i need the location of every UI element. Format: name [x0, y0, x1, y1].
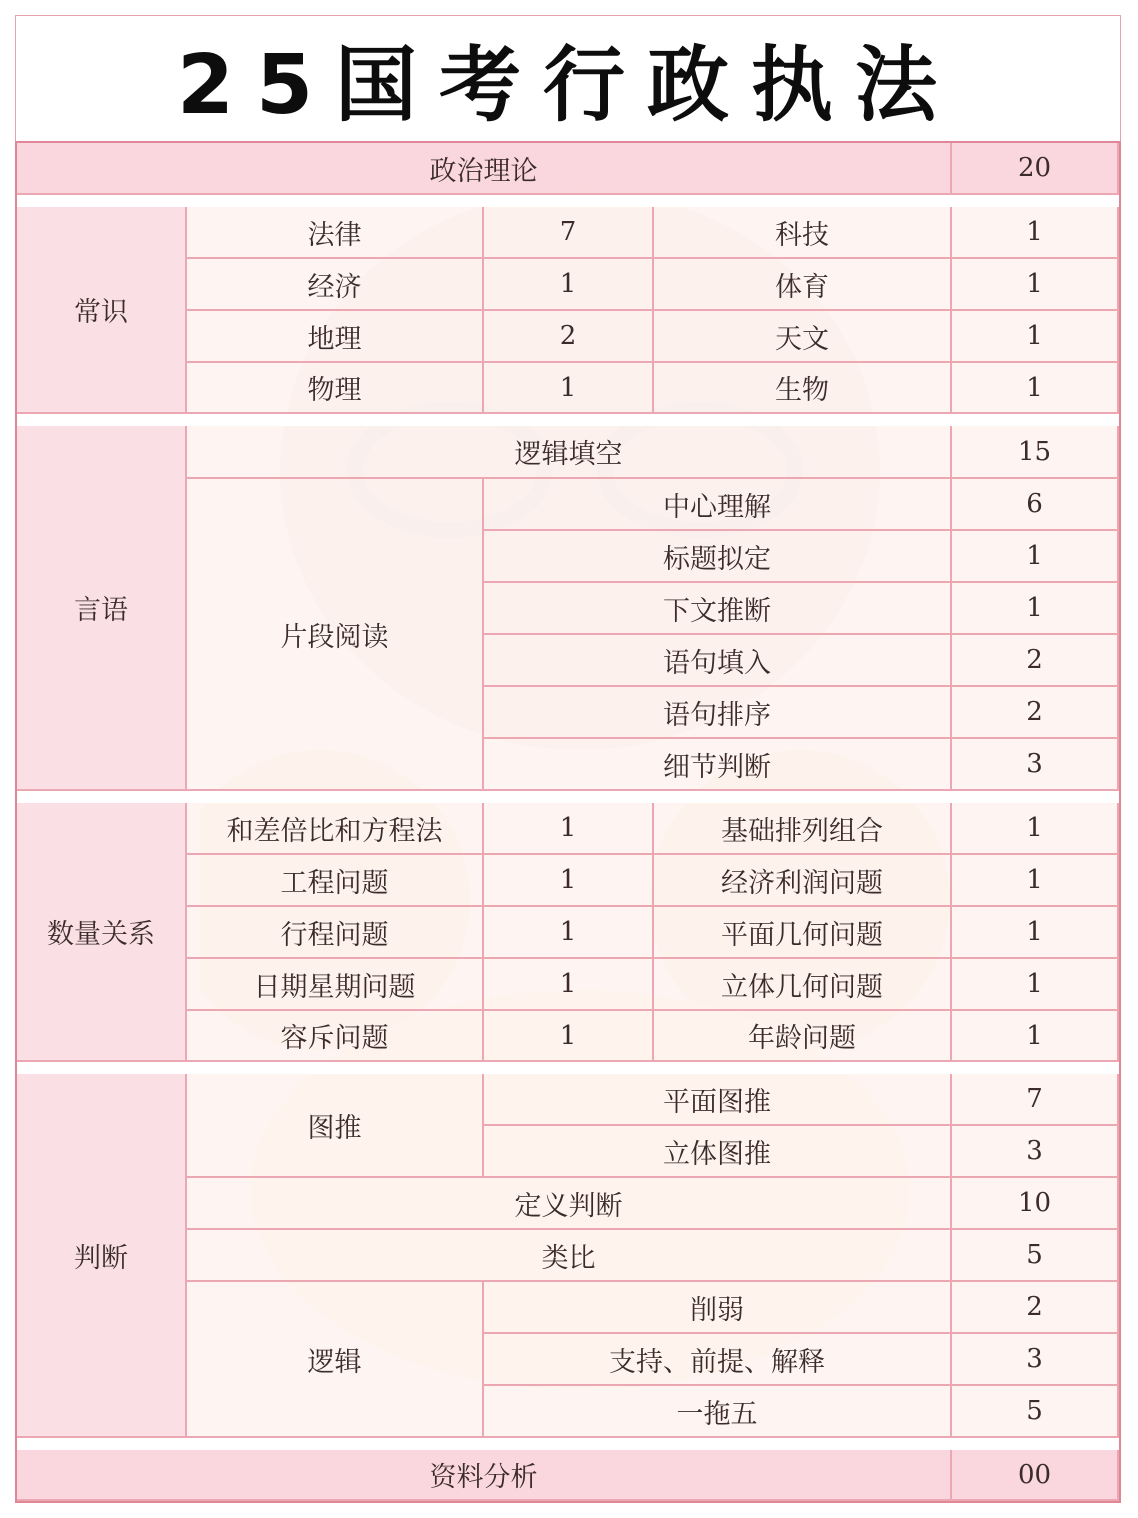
count-cell: 1	[952, 259, 1119, 311]
count-cell: 2	[952, 687, 1119, 739]
subject-cell: 容斥问题	[187, 1011, 484, 1062]
subject-cell: 地理	[187, 311, 484, 363]
count-cell: 3	[952, 1126, 1119, 1178]
subject-cell: 平面图推	[484, 1074, 952, 1126]
politics-count: 20	[952, 143, 1119, 195]
subject-cell: 逻辑填空	[187, 426, 952, 479]
count-cell: 3	[952, 739, 1119, 791]
subject-cell: 经济	[187, 259, 484, 311]
subject-cell: 一拖五	[484, 1386, 952, 1438]
page-title: 25国考行政执法	[176, 37, 960, 133]
count-cell: 1	[484, 959, 654, 1011]
subject-cell: 生物	[654, 363, 952, 414]
section-divider	[17, 791, 1119, 803]
subject-cell: 立体几何问题	[654, 959, 952, 1011]
count-cell: 6	[952, 479, 1119, 531]
subject-cell: 物理	[187, 363, 484, 414]
section-divider	[17, 1438, 1119, 1450]
count-cell: 15	[952, 426, 1119, 479]
count-cell: 1	[484, 363, 654, 414]
section-divider	[17, 195, 1119, 207]
count-cell: 2	[484, 311, 654, 363]
count-cell: 10	[952, 1178, 1119, 1230]
subject-cell: 年龄问题	[654, 1011, 952, 1062]
count-cell: 7	[484, 207, 654, 259]
section-divider	[17, 414, 1119, 426]
category-verbal: 言语	[17, 426, 187, 791]
category-common-sense: 常识	[17, 207, 187, 414]
subject-cell: 削弱	[484, 1282, 952, 1334]
count-cell: 1	[952, 531, 1119, 583]
subject-group-reading: 片段阅读	[187, 479, 484, 791]
subject-cell: 工程问题	[187, 855, 484, 907]
category-quantitative: 数量关系	[17, 803, 187, 1062]
subject-cell: 立体图推	[484, 1126, 952, 1178]
count-cell: 7	[952, 1074, 1119, 1126]
subject-cell: 定义判断	[187, 1178, 952, 1230]
subject-cell: 和差倍比和方程法	[187, 803, 484, 855]
count-cell: 1	[484, 907, 654, 959]
subject-cell: 标题拟定	[484, 531, 952, 583]
count-cell: 3	[952, 1334, 1119, 1386]
subject-group-graphic: 图推	[187, 1074, 484, 1178]
subject-cell: 类比	[187, 1230, 952, 1282]
count-cell: 2	[952, 635, 1119, 687]
subject-cell: 语句填入	[484, 635, 952, 687]
count-cell: 5	[952, 1230, 1119, 1282]
subject-cell: 行程问题	[187, 907, 484, 959]
data-analysis-count: 00	[952, 1450, 1119, 1501]
subject-cell: 平面几何问题	[654, 907, 952, 959]
subject-cell: 法律	[187, 207, 484, 259]
count-cell: 1	[952, 1011, 1119, 1062]
subject-cell: 体育	[654, 259, 952, 311]
subject-cell: 支持、前提、解释	[484, 1334, 952, 1386]
count-cell: 1	[952, 959, 1119, 1011]
count-cell: 2	[952, 1282, 1119, 1334]
category-judgment: 判断	[17, 1074, 187, 1438]
subject-cell: 中心理解	[484, 479, 952, 531]
count-cell: 1	[952, 363, 1119, 414]
subject-cell: 日期星期问题	[187, 959, 484, 1011]
subject-cell: 经济利润问题	[654, 855, 952, 907]
subject-cell: 天文	[654, 311, 952, 363]
subject-group-logic: 逻辑	[187, 1282, 484, 1438]
count-cell: 1	[484, 803, 654, 855]
count-cell: 1	[952, 907, 1119, 959]
subject-cell: 细节判断	[484, 739, 952, 791]
politics-label: 政治理论	[17, 143, 952, 195]
count-cell: 1	[952, 855, 1119, 907]
count-cell: 1	[484, 259, 654, 311]
count-cell: 1	[484, 855, 654, 907]
count-cell: 1	[952, 803, 1119, 855]
count-cell: 1	[952, 207, 1119, 259]
count-cell: 1	[484, 1011, 654, 1062]
count-cell: 1	[952, 583, 1119, 635]
data-analysis-label: 资料分析	[17, 1450, 952, 1501]
subject-cell: 基础排列组合	[654, 803, 952, 855]
subject-cell: 语句排序	[484, 687, 952, 739]
subject-cell: 科技	[654, 207, 952, 259]
section-divider	[17, 1062, 1119, 1074]
count-cell: 5	[952, 1386, 1119, 1438]
count-cell: 1	[952, 311, 1119, 363]
subject-cell: 下文推断	[484, 583, 952, 635]
